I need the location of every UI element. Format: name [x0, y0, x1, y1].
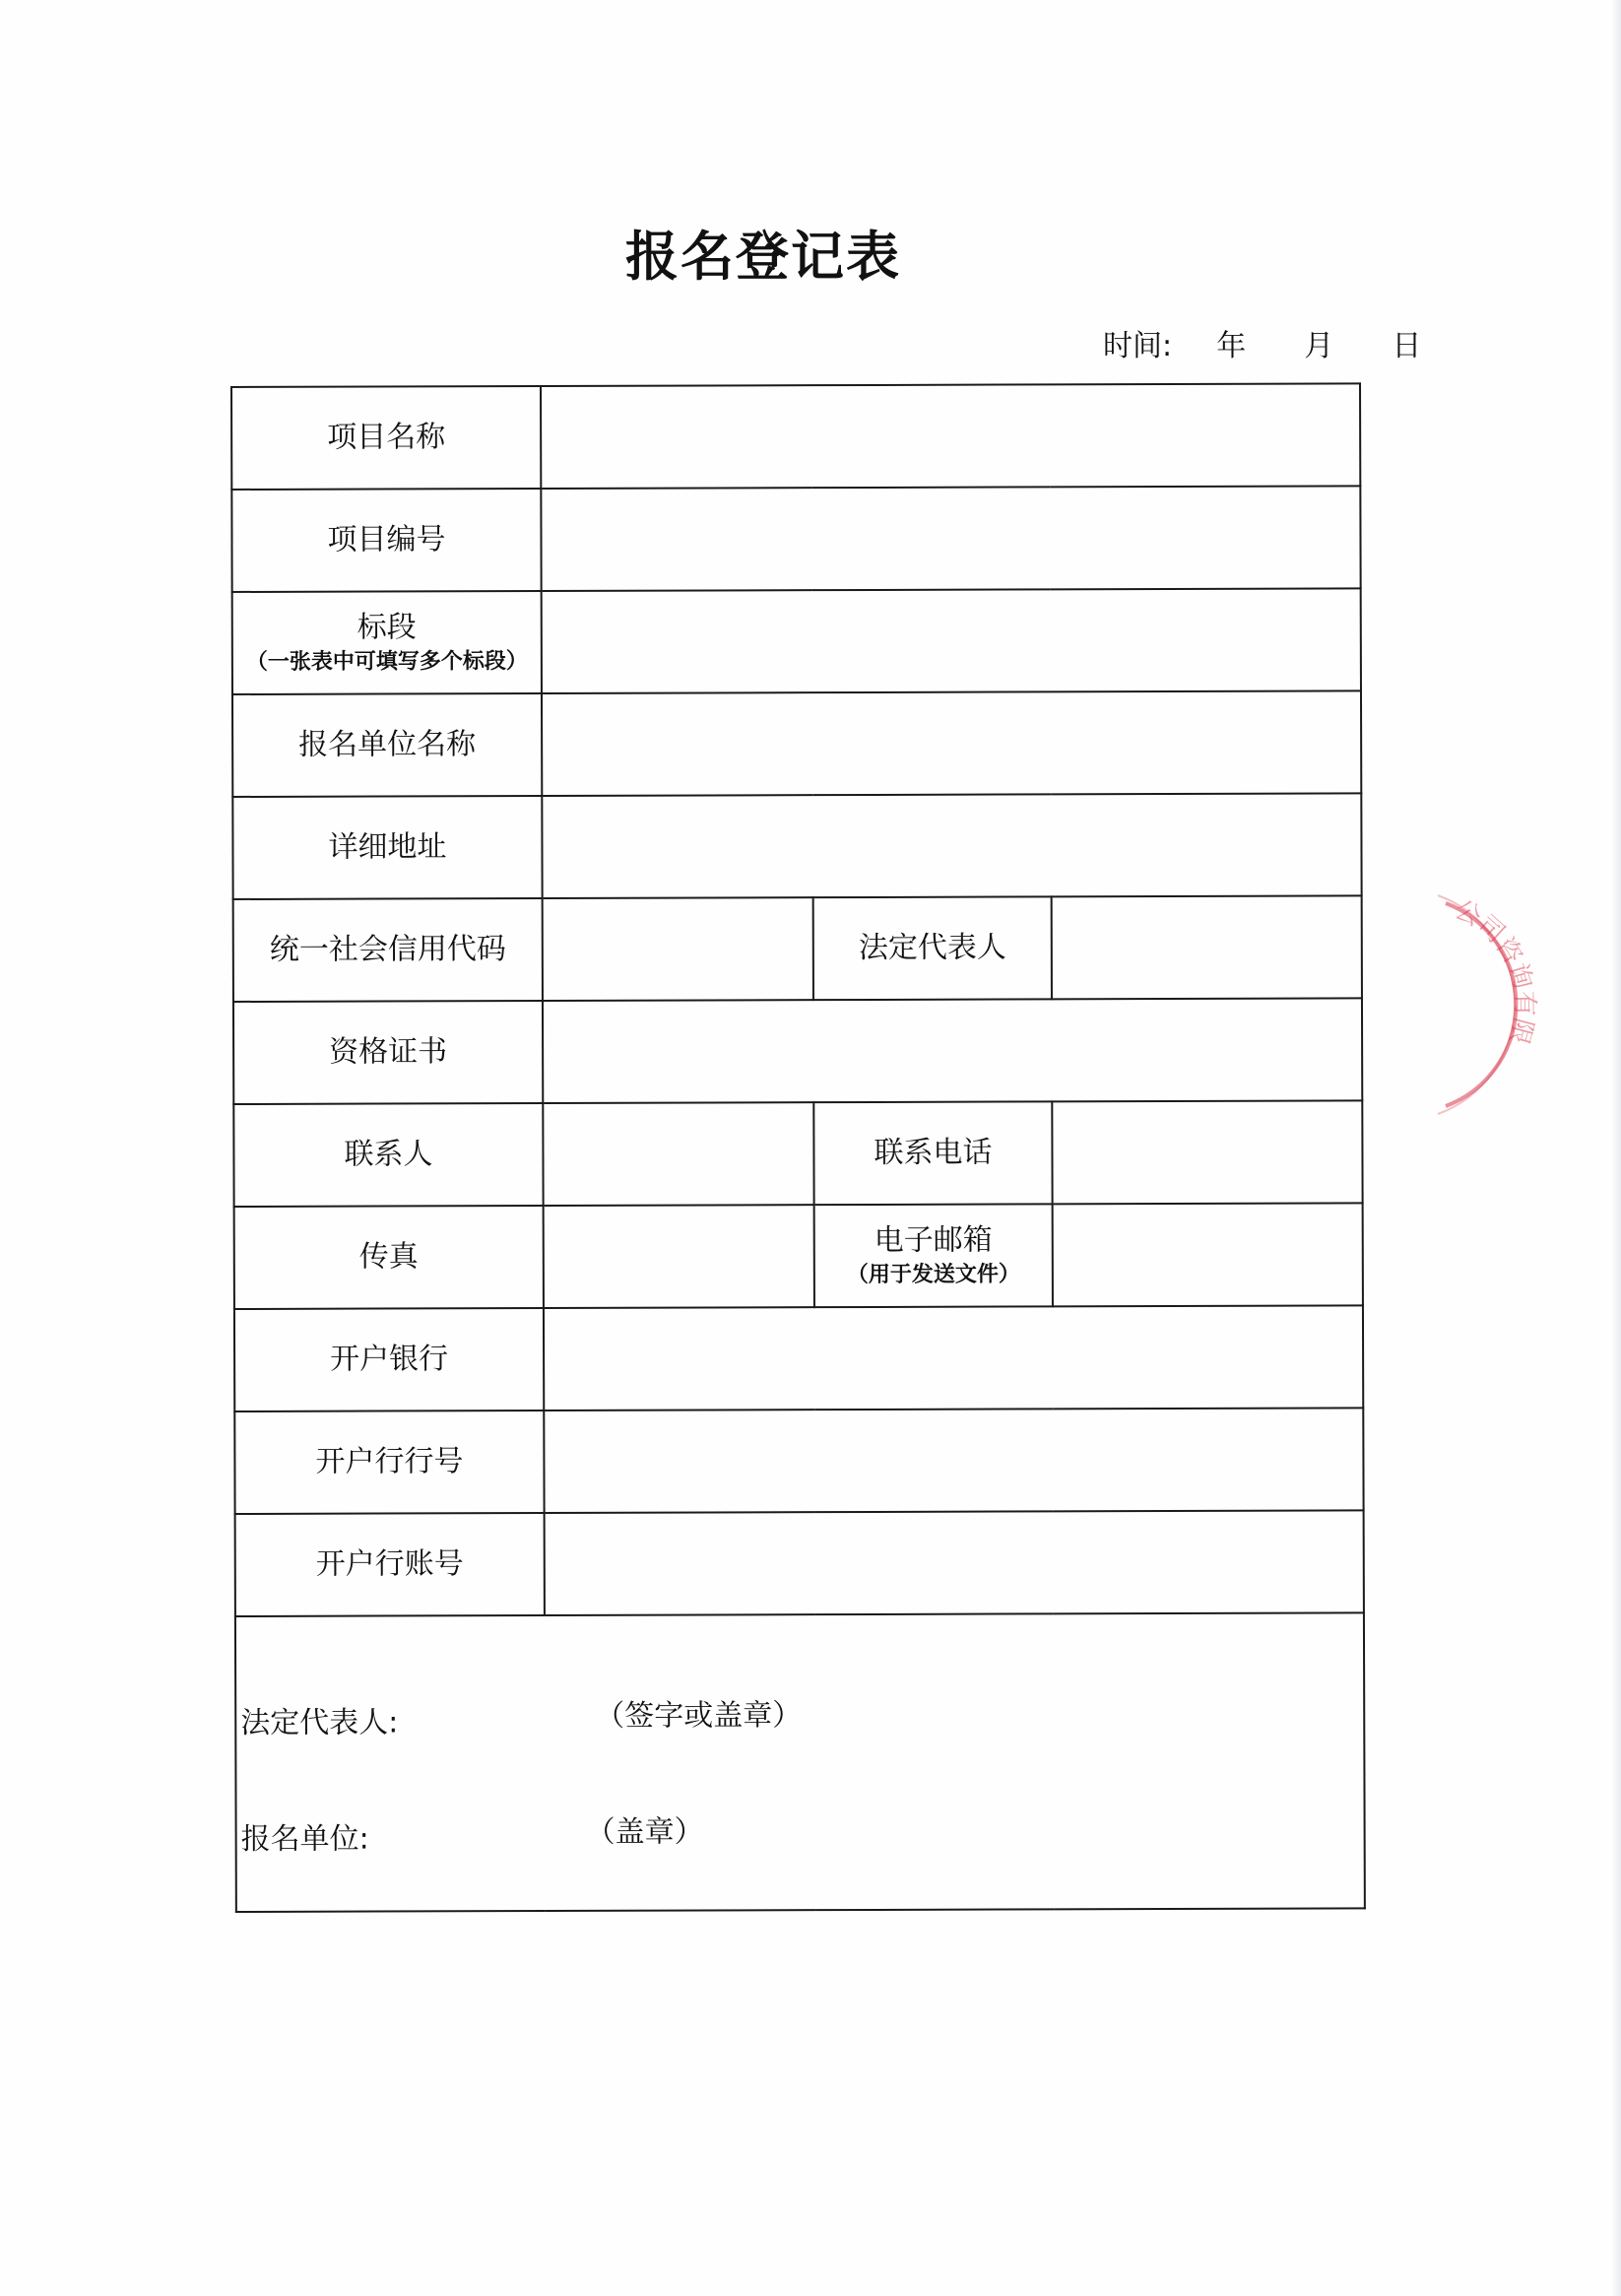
contact-phone-label: 联系电话 — [813, 1101, 1052, 1205]
bank-account-field[interactable] — [545, 1510, 1364, 1615]
bank-code-label: 开户行行号 — [234, 1410, 544, 1514]
table-row — [233, 998, 1362, 1104]
section-note: （一张表中可填写多个标段） — [245, 649, 528, 675]
date-line — [1103, 321, 1421, 364]
contact-phone-field[interactable] — [1052, 1100, 1362, 1204]
project-number-label: 项目编号 — [231, 489, 541, 592]
date-month-label: 月 — [1304, 329, 1334, 363]
table-row — [232, 588, 1361, 694]
registration-table — [230, 382, 1366, 1913]
section-label: 标段 （一张表中可填写多个标段） — [232, 591, 542, 694]
credit-code-label: 统一社会信用代码 — [233, 898, 543, 1002]
seal-text: 公司咨询有限 — [1450, 894, 1539, 1048]
table-row — [234, 1203, 1363, 1309]
date-label: 时间: — [1103, 329, 1173, 363]
table-row — [232, 793, 1361, 899]
date-day-label: 日 — [1392, 329, 1422, 363]
table-row — [231, 383, 1360, 490]
legal-rep-field[interactable] — [1052, 895, 1362, 999]
unit-name-label: 报名单位名称 — [232, 693, 542, 797]
scan-edge — [1611, 0, 1621, 2296]
bank-account-label: 开户行账号 — [235, 1513, 545, 1616]
legal-rep-signature-label: 法定代表人: — [240, 1705, 399, 1740]
table-row — [233, 1100, 1362, 1207]
unit-seal-label: 报名单位: — [240, 1821, 369, 1857]
date-year-label: 年 — [1216, 329, 1247, 363]
project-number-field[interactable] — [541, 486, 1360, 591]
contact-label: 联系人 — [233, 1103, 543, 1207]
contact-field[interactable] — [543, 1102, 813, 1206]
table-row — [234, 1305, 1363, 1411]
project-name-label: 项目名称 — [231, 386, 541, 490]
table-row — [233, 895, 1362, 1002]
address-field[interactable] — [542, 793, 1361, 898]
credit-code-field[interactable] — [543, 897, 813, 1001]
bank-field[interactable] — [544, 1305, 1363, 1410]
unit-seal-line — [240, 1814, 704, 1858]
legal-rep-signature-note: （签字或盖章） — [595, 1698, 803, 1734]
email-label: 电子邮箱 （用于发送文件） — [814, 1204, 1053, 1307]
qualification-label: 资格证书 — [233, 1001, 543, 1104]
fax-label: 传真 — [234, 1206, 544, 1309]
email-field[interactable] — [1053, 1203, 1363, 1306]
table-row — [235, 1510, 1364, 1616]
table-row — [235, 1612, 1365, 1912]
form-title: 报名登记表 — [625, 226, 901, 288]
legal-rep-signature-line — [240, 1697, 803, 1741]
table-row — [231, 486, 1360, 592]
signature-area — [235, 1612, 1365, 1912]
unit-seal-note: （盖章） — [585, 1814, 704, 1850]
bank-code-field[interactable] — [544, 1408, 1363, 1513]
qualification-field[interactable] — [543, 998, 1362, 1103]
legal-rep-label: 法定代表人 — [813, 896, 1052, 1000]
table-row — [232, 690, 1361, 797]
section-field[interactable] — [542, 588, 1361, 693]
address-label: 详细地址 — [232, 796, 542, 899]
email-note: （用于发送文件） — [846, 1262, 1020, 1288]
unit-name-field[interactable] — [542, 690, 1361, 796]
bank-label: 开户银行 — [234, 1308, 544, 1411]
project-name-field[interactable] — [541, 383, 1360, 489]
company-seal-stamp — [1408, 882, 1621, 1128]
table-row — [234, 1408, 1363, 1514]
fax-field[interactable] — [544, 1205, 814, 1308]
